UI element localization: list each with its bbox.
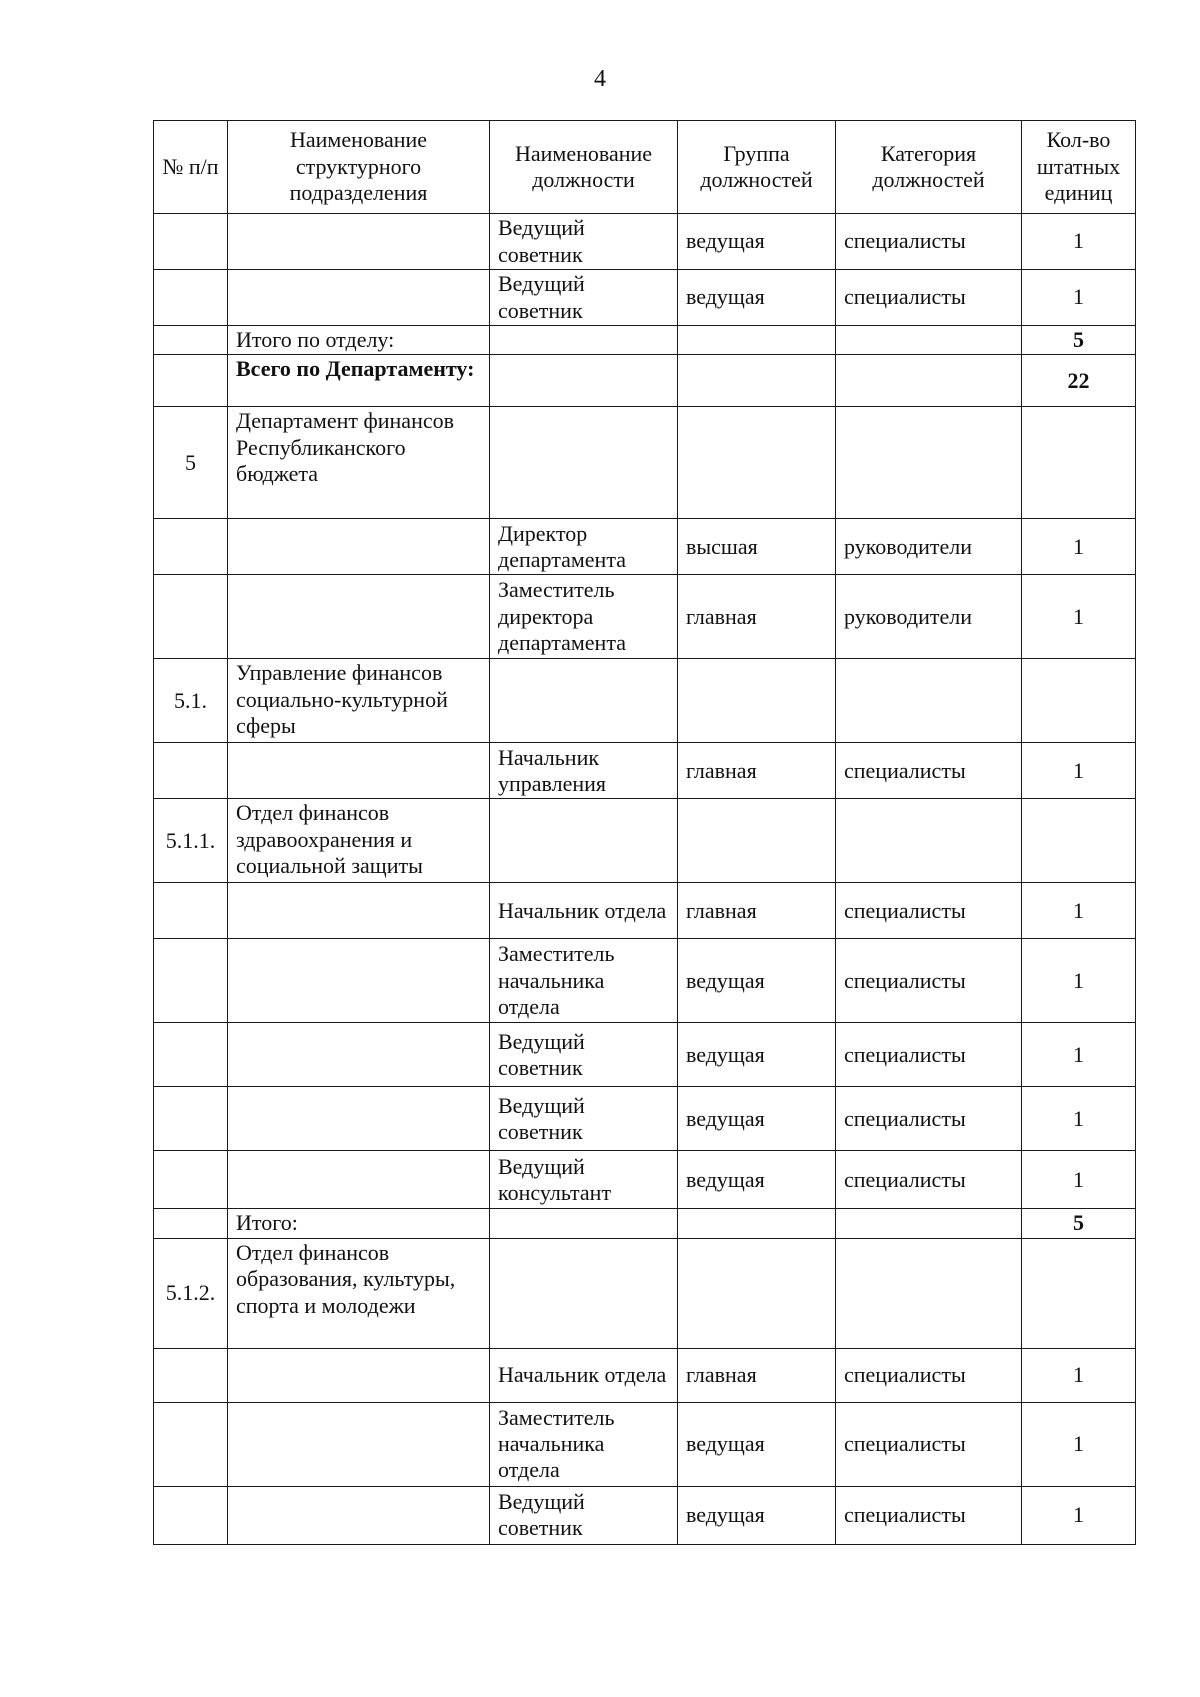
row-number	[154, 1348, 228, 1402]
row-position: Начальник управления	[490, 743, 678, 799]
row-count: 1	[1022, 743, 1136, 799]
row-position	[490, 659, 678, 743]
row-number	[154, 1023, 228, 1087]
row-group: ведущая	[678, 939, 836, 1023]
row-unit	[228, 1151, 490, 1209]
row-count: 1	[1022, 214, 1136, 270]
row-count: 22	[1022, 355, 1136, 407]
row-position	[490, 799, 678, 883]
row-category	[836, 799, 1022, 883]
row-category: специалисты	[836, 1402, 1022, 1486]
row-number	[154, 355, 228, 407]
table-row	[154, 1151, 1136, 1209]
row-group: ведущая	[678, 1402, 836, 1486]
row-group: ведущая	[678, 1023, 836, 1087]
row-position: Начальник отдела	[490, 883, 678, 939]
table-row	[154, 355, 1136, 407]
table-row	[154, 407, 1136, 519]
row-number	[154, 214, 228, 270]
row-position: Начальник отдела	[490, 1348, 678, 1402]
row-group	[678, 326, 836, 355]
row-number	[154, 519, 228, 575]
row-position	[490, 1209, 678, 1238]
row-number	[154, 883, 228, 939]
row-count: 1	[1022, 1348, 1136, 1402]
row-unit	[228, 883, 490, 939]
row-number: 5.1.2.	[154, 1238, 228, 1348]
row-position	[490, 1238, 678, 1348]
row-position: Ведущий советник	[490, 1486, 678, 1544]
row-group: главная	[678, 883, 836, 939]
col-header-category: Категория должностей	[836, 121, 1022, 214]
row-count: 1	[1022, 1402, 1136, 1486]
row-category: специалисты	[836, 1151, 1022, 1209]
row-number	[154, 1486, 228, 1544]
table-row	[154, 1486, 1136, 1544]
row-group: ведущая	[678, 214, 836, 270]
row-category	[836, 1238, 1022, 1348]
row-group	[678, 407, 836, 519]
row-group: ведущая	[678, 1486, 836, 1544]
row-group: ведущая	[678, 1151, 836, 1209]
table-row	[154, 659, 1136, 743]
table-header-row	[154, 121, 1136, 214]
col-header-position: Наименование должности	[490, 121, 678, 214]
row-category: специалисты	[836, 1348, 1022, 1402]
row-unit	[228, 1486, 490, 1544]
col-header-unit: Наименование структурного подразделения	[228, 121, 490, 214]
row-group: главная	[678, 575, 836, 659]
row-category	[836, 355, 1022, 407]
row-number: 5	[154, 407, 228, 519]
row-position: Ведущий советник	[490, 1087, 678, 1151]
row-number: 5.1.1.	[154, 799, 228, 883]
row-group: ведущая	[678, 270, 836, 326]
row-number	[154, 939, 228, 1023]
row-group	[678, 659, 836, 743]
row-category: специалисты	[836, 883, 1022, 939]
row-unit	[228, 1087, 490, 1151]
row-unit	[228, 743, 490, 799]
row-count: 1	[1022, 575, 1136, 659]
row-position	[490, 407, 678, 519]
table-row	[154, 1023, 1136, 1087]
table-row	[154, 519, 1136, 575]
table-row	[154, 270, 1136, 326]
row-count: 1	[1022, 519, 1136, 575]
table-row	[154, 883, 1136, 939]
row-category: специалисты	[836, 939, 1022, 1023]
row-position: Заместитель директора департамента	[490, 575, 678, 659]
row-count: 5	[1022, 1209, 1136, 1238]
row-position: Заместитель начальника отдела	[490, 939, 678, 1023]
col-header-count: Кол-во штатных единиц	[1022, 121, 1136, 214]
row-group	[678, 1238, 836, 1348]
row-category: специалисты	[836, 1023, 1022, 1087]
table-row	[154, 214, 1136, 270]
row-count: 1	[1022, 883, 1136, 939]
row-unit: Итого:	[228, 1209, 490, 1238]
row-category: специалисты	[836, 214, 1022, 270]
row-unit	[228, 1348, 490, 1402]
row-unit: Отдел финансов здравоохранения и социальной защиты	[228, 799, 490, 883]
row-category: специалисты	[836, 743, 1022, 799]
row-position: Ведущий советник	[490, 214, 678, 270]
table-row	[154, 1087, 1136, 1151]
table-row	[154, 326, 1136, 355]
row-count: 1	[1022, 270, 1136, 326]
table-body	[154, 214, 1136, 1545]
row-count	[1022, 1238, 1136, 1348]
table-row	[154, 743, 1136, 799]
row-count: 1	[1022, 1151, 1136, 1209]
row-count: 1	[1022, 1087, 1136, 1151]
row-count	[1022, 799, 1136, 883]
row-group	[678, 799, 836, 883]
row-number	[154, 1151, 228, 1209]
row-unit	[228, 575, 490, 659]
row-unit	[228, 270, 490, 326]
row-category	[836, 1209, 1022, 1238]
table-row	[154, 1209, 1136, 1238]
row-position	[490, 326, 678, 355]
row-unit: Департамент финансов Республиканского бюджета	[228, 407, 490, 519]
row-unit: Всего по Департаменту:	[228, 355, 490, 407]
staffing-table	[153, 120, 1136, 1545]
row-number	[154, 326, 228, 355]
table-row	[154, 939, 1136, 1023]
table-row	[154, 1238, 1136, 1348]
row-unit	[228, 1402, 490, 1486]
table-row	[154, 1348, 1136, 1402]
row-group: ведущая	[678, 1087, 836, 1151]
row-unit	[228, 1023, 490, 1087]
table-row	[154, 1402, 1136, 1486]
row-number	[154, 575, 228, 659]
row-unit: Управление финансов социально-культурной сферы	[228, 659, 490, 743]
row-category: руководители	[836, 519, 1022, 575]
row-category: руководители	[836, 575, 1022, 659]
row-unit	[228, 939, 490, 1023]
row-number	[154, 743, 228, 799]
row-number	[154, 1209, 228, 1238]
row-category: специалисты	[836, 1087, 1022, 1151]
row-group: главная	[678, 743, 836, 799]
row-number: 5.1.	[154, 659, 228, 743]
row-group: высшая	[678, 519, 836, 575]
row-count	[1022, 659, 1136, 743]
row-category	[836, 407, 1022, 519]
row-number	[154, 270, 228, 326]
row-group	[678, 1209, 836, 1238]
row-position: Ведущий советник	[490, 1023, 678, 1087]
row-position	[490, 355, 678, 407]
row-position: Заместитель начальника отдела	[490, 1402, 678, 1486]
row-category: специалисты	[836, 270, 1022, 326]
page-number: 4	[594, 66, 606, 92]
row-count: 1	[1022, 1486, 1136, 1544]
row-category: специалисты	[836, 1486, 1022, 1544]
row-unit	[228, 519, 490, 575]
row-group	[678, 355, 836, 407]
row-count	[1022, 407, 1136, 519]
row-category	[836, 659, 1022, 743]
row-number	[154, 1402, 228, 1486]
table-row	[154, 575, 1136, 659]
row-unit: Итого по отделу:	[228, 326, 490, 355]
table-row	[154, 799, 1136, 883]
row-count: 1	[1022, 939, 1136, 1023]
row-unit	[228, 214, 490, 270]
row-position: Ведущий консультант	[490, 1151, 678, 1209]
row-group: главная	[678, 1348, 836, 1402]
row-unit: Отдел финансов образования, культуры, спорта и молодежи	[228, 1238, 490, 1348]
row-number	[154, 1087, 228, 1151]
col-header-num: № п/п	[154, 121, 228, 214]
row-category	[836, 326, 1022, 355]
row-position: Директор департамента	[490, 519, 678, 575]
row-position: Ведущий советник	[490, 270, 678, 326]
row-count: 5	[1022, 326, 1136, 355]
col-header-group: Группа должностей	[678, 121, 836, 214]
row-count: 1	[1022, 1023, 1136, 1087]
